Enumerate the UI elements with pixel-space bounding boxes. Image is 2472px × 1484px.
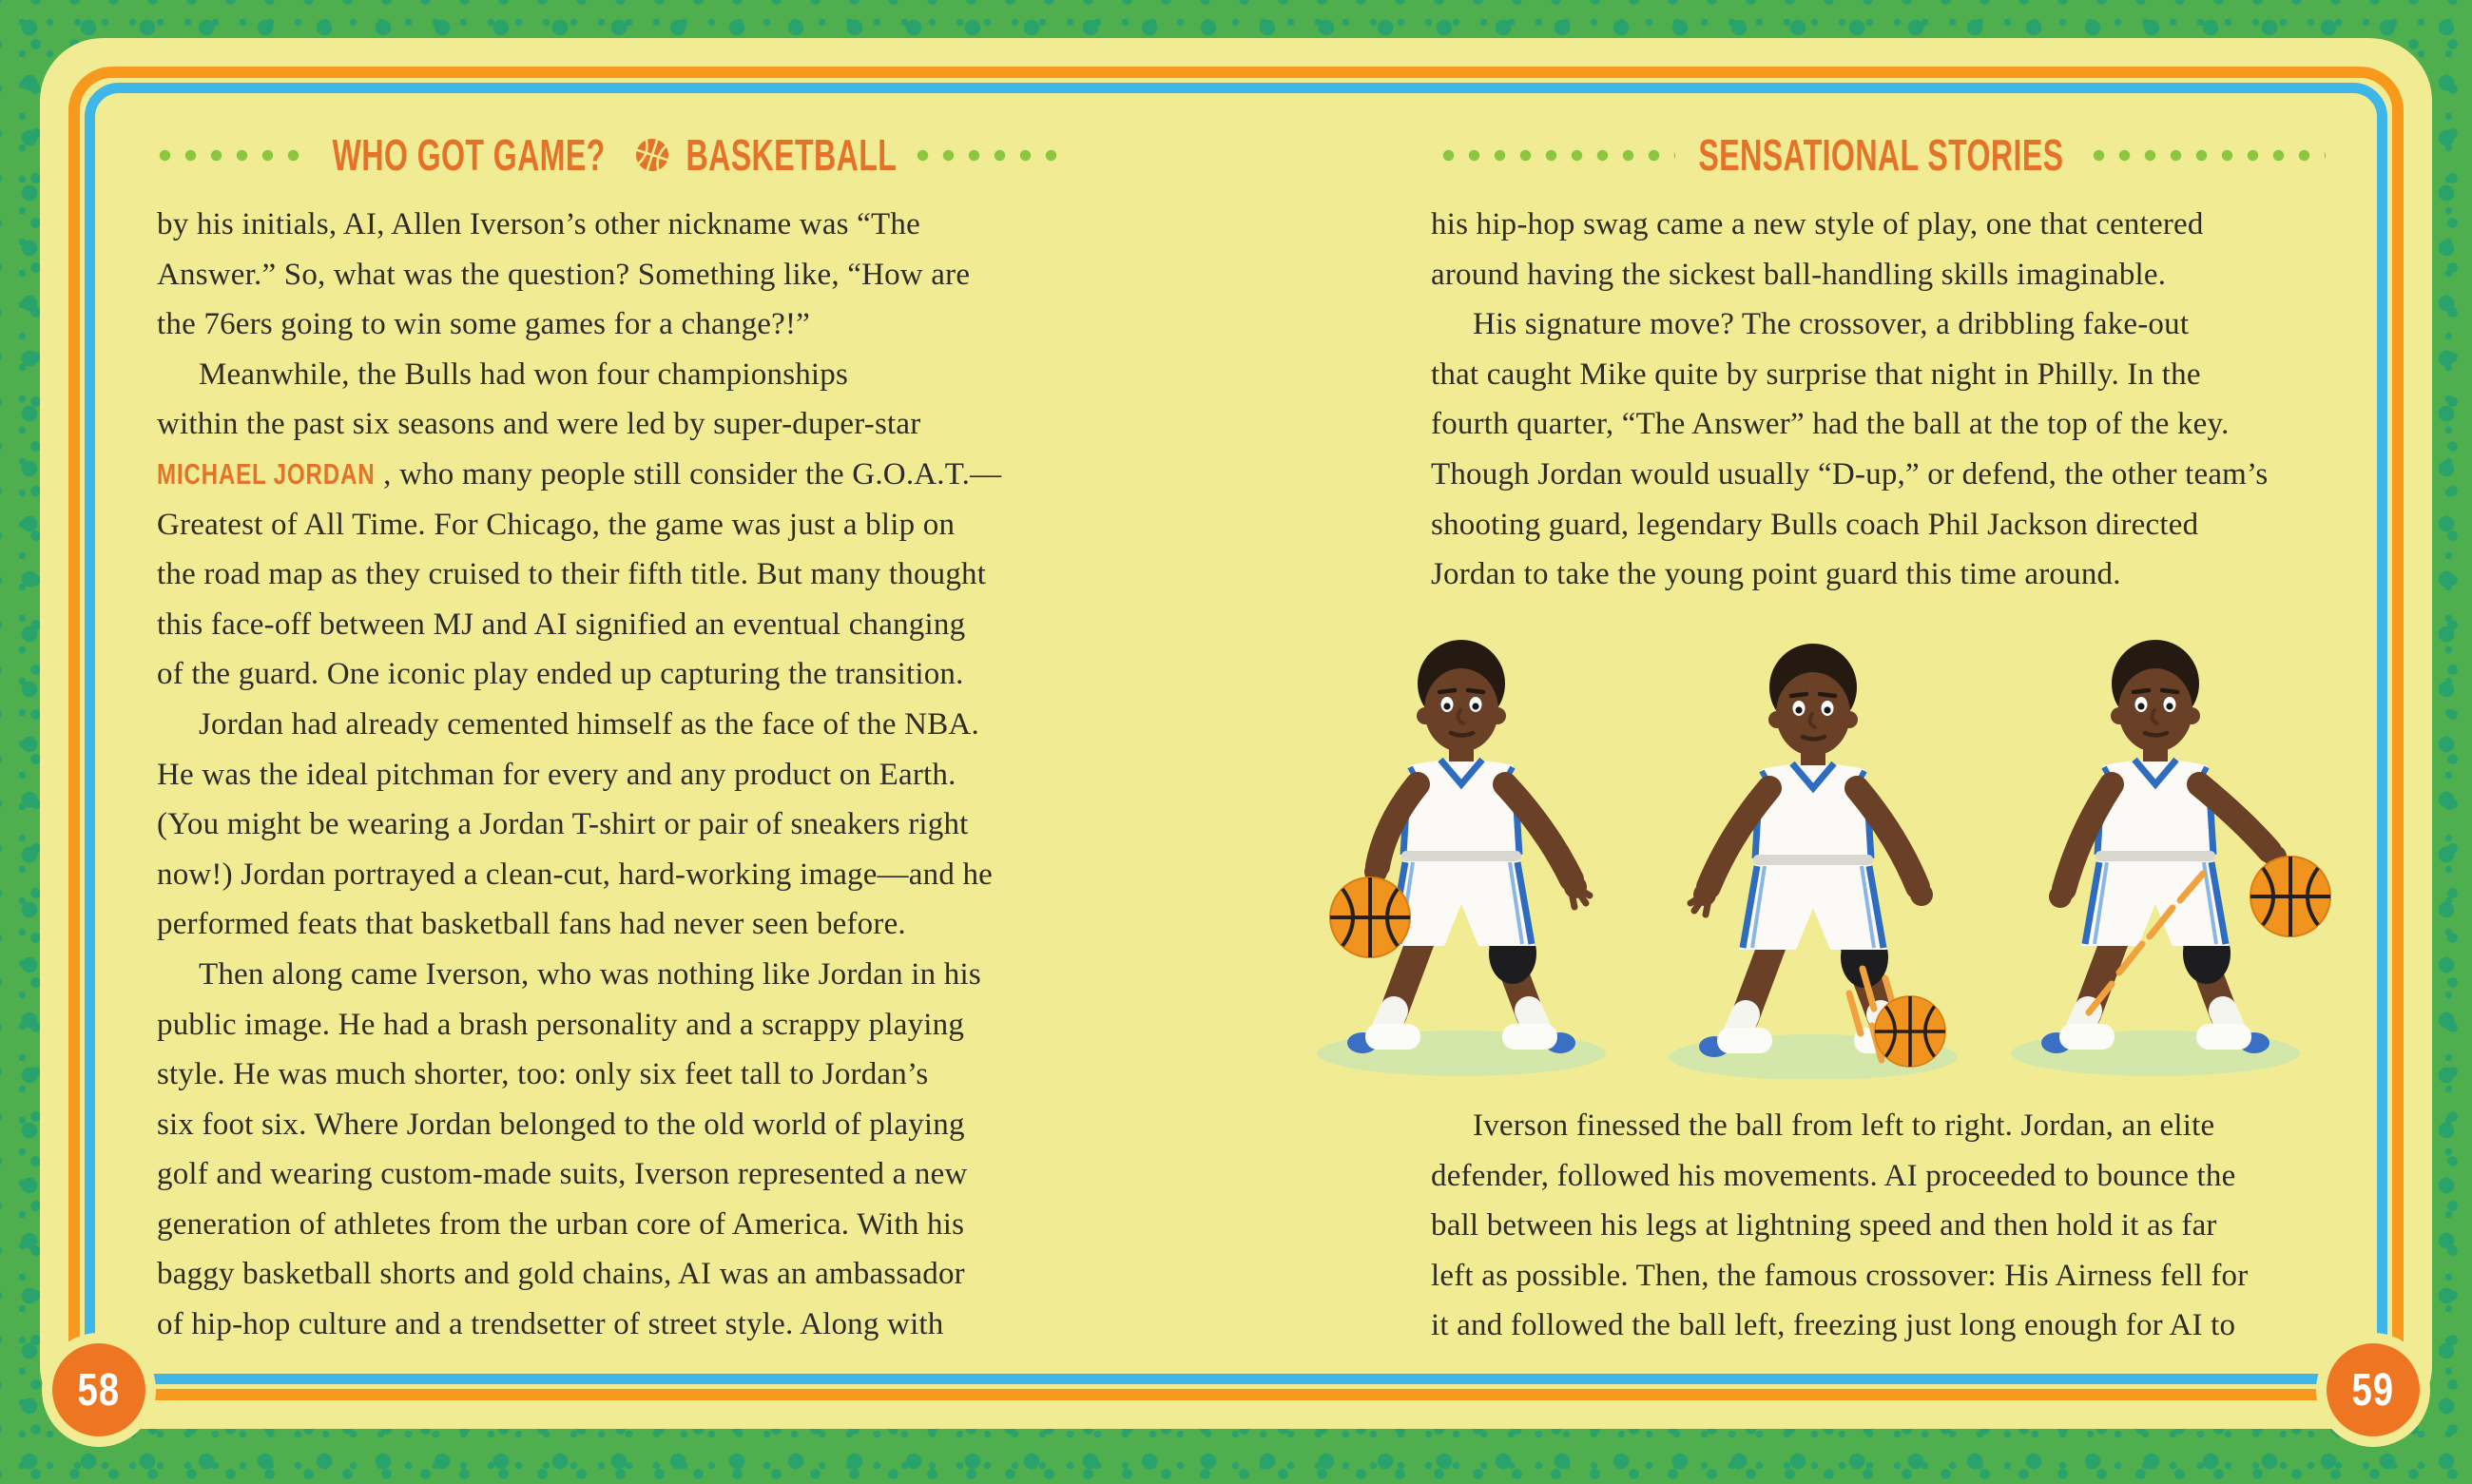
text-line: Then along came Iverson, who was nothing like Jordan in his [199,956,981,992]
text-line: His signature move? The crossover, a dribbling fake-out [1473,307,2190,342]
text-line: shooting guard, legendary Bulls coach Phil Jackson directed [1431,507,2199,542]
text-line: golf and wearing custom-made suits, Iverson represented a new [157,1157,968,1192]
text-line: of hip-hop culture and a trendsetter of street style. Along with [157,1307,944,1342]
text-line: Greatest of All Time. For Chicago, the game was just a blip on [157,507,956,542]
right-page-header [1436,131,2326,179]
right-page-body-text-top [1431,200,2344,600]
player-pose-1 [1317,640,1606,1076]
page-number-circle [52,1343,145,1436]
text-line: his hip-hop swag came a new style of play, one that centered [1431,207,2204,241]
dot-leader-left2 [910,149,1064,162]
text-line: that caught Mike quite by surprise that night in Philly. In the [1431,357,2201,392]
text-line: around having the sickest ball-handling skills imaginable. [1431,257,2167,292]
text-line: ball between his legs at lightning speed and then hold it as far [1431,1208,2217,1243]
text-line: this face-off between MJ and AI signified an eventual changing [157,607,966,642]
text-line: by his initials, AI, Allen Iverson’s other nickname was “The [157,207,920,241]
book-page-spread [40,38,2432,1429]
text-line: Iverson finessed the ball from left to right. Jordan, an elite [1473,1108,2215,1143]
crossover-illustration [1300,623,2346,1079]
dot-leader-left [152,149,306,162]
text-line: Though Jordan would usually “D-up,” or defend, the other team’s [1431,456,2269,491]
text-line: it and followed the ball left, freezing just long enough for AI to [1431,1308,2236,1343]
player-pose-3 [2011,640,2330,1076]
text-line: Answer.” So, what was the question? Something like, “How are [157,257,971,292]
text-line: six foot six. Where Jordan belonged to the old world of playing [157,1107,965,1142]
left-page-body-text [157,200,1127,1350]
text-line: fourth quarter, “The Answer” had the ball at the top of the key. [1431,407,2230,442]
text-line: Meanwhile, the Bulls had won four championships [199,357,849,392]
text-line: MICHAEL JORDAN , who many people still consider the G.O.A.T.— [157,450,1127,500]
text-line: within the past six seasons and were led by super-duper-star [157,407,921,442]
page-number-value: 59 [2351,1364,2395,1416]
page-number-value: 58 [77,1364,121,1416]
page-number-circle [2327,1343,2420,1436]
text-line: left as possible. Then, the famous crossover: His Airness fell for [1431,1258,2249,1293]
text-line: performed feats that basketball fans had never seen before. [157,907,906,942]
text-line: style. He was much shorter, too: only six feet tall to Jordan’s [157,1057,929,1092]
page-number-right [2316,1333,2430,1447]
text-line: now!) Jordan portrayed a clean-cut, hard-working image—and he [157,857,994,892]
basketball-icon [633,136,671,174]
page-number-left [42,1333,156,1447]
text-line: Jordan to take the young point guard this time around. [1431,557,2121,592]
right-page-body-text-bottom [1431,1101,2344,1351]
text-line: defender, followed his movements. AI proceeded to bounce the [1431,1158,2236,1193]
text-line: He was the ideal pitchman for every and any product on Earth. [157,757,956,792]
michael-jordan-highlight: MICHAEL JORDAN [157,456,376,491]
text-line: generation of athletes from the urban core of America. With his [157,1206,965,1242]
text-line: baggy basketball shorts and gold chains, AI was an ambassador [157,1257,965,1292]
text-line: the road map as they cruised to their fifth title. But many thought [157,557,987,592]
player-pose-2 [1669,644,1958,1079]
book-subtitle: BASKETBALL [686,130,898,180]
text-line: public image. He had a brash personality and a scrappy playing [157,1007,965,1042]
text-line: the 76ers going to win some games for a change?!” [157,307,810,342]
dot-leader-right [1436,149,1675,162]
text-line: (You might be wearing a Jordan T-shirt or pair of sneakers right [157,807,969,842]
chapter-title: SENSATIONAL STORIES [1697,130,2064,180]
dot-leader-right2 [2086,149,2326,162]
left-page-header [152,131,1063,179]
text-line: Jordan had already cemented himself as the face of the NBA. [199,706,979,742]
text-line: of the guard. One iconic play ended up capturing the transition. [157,657,964,692]
book-title: WHO GOT GAME? [332,130,606,180]
